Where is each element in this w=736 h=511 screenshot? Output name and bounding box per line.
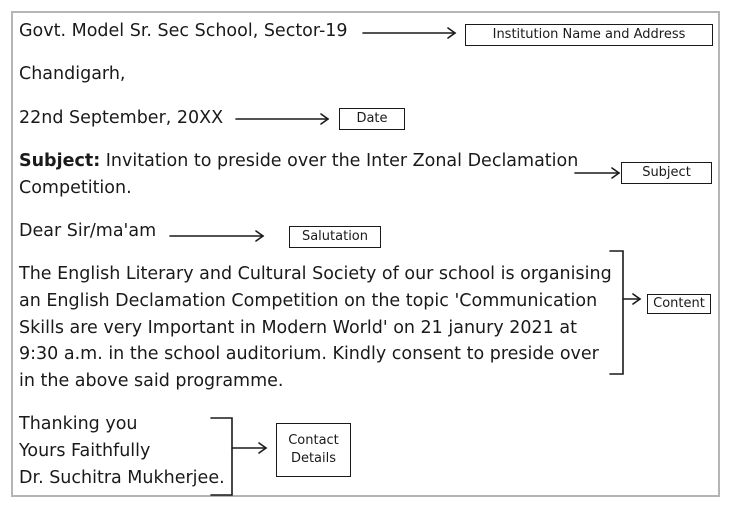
bracket-content: [610, 251, 640, 374]
letter-date: 22nd September, 20XX: [19, 108, 224, 128]
label-date: Date: [339, 108, 405, 130]
subject-label: Subject:: [19, 151, 101, 171]
content-line-2: an English Declamation Competition on the topic 'Communication: [19, 291, 598, 311]
address-line-2: Chandigarh,: [19, 64, 126, 84]
contact-label-line-2: Details: [290, 451, 337, 466]
closing-line-2: Yours Faithfully: [19, 441, 151, 461]
label-subject: Subject: [621, 162, 712, 184]
content-line-4: 9:30 a.m. in the school auditorium. Kindly consent to preside over: [19, 344, 599, 364]
bracket-contact: [211, 418, 266, 495]
arrow-right-icon-institution: [363, 28, 455, 38]
content-line-1: The English Literary and Cultural Society of our school is organising: [19, 264, 612, 284]
arrow-right-icon-subject: [575, 168, 619, 178]
content-line-5: in the above said programme.: [19, 371, 284, 391]
label-institution: Institution Name and Address: [465, 24, 713, 46]
label-content: Content: [647, 294, 711, 314]
subject-line-2: Competition.: [19, 178, 132, 198]
arrow-right-icon-salutation: [170, 231, 263, 241]
content-line-3: Skills are very Important in Modern World' on 21 janury 2021 at: [19, 318, 577, 338]
address-line-1: Govt. Model Sr. Sec School, Sector-19: [19, 21, 348, 41]
closing-line-3: Dr. Suchitra Mukherjee.: [19, 468, 225, 488]
salutation: Dear Sir/ma'am: [19, 221, 157, 241]
subject-text: Invitation to preside over the Inter Zonal Declamation: [100, 151, 579, 171]
contact-label-line-1: Contact: [288, 433, 339, 448]
label-salutation: Salutation: [289, 226, 381, 248]
arrow-right-icon-date: [236, 114, 328, 124]
closing-line-1: Thanking you: [19, 414, 138, 434]
